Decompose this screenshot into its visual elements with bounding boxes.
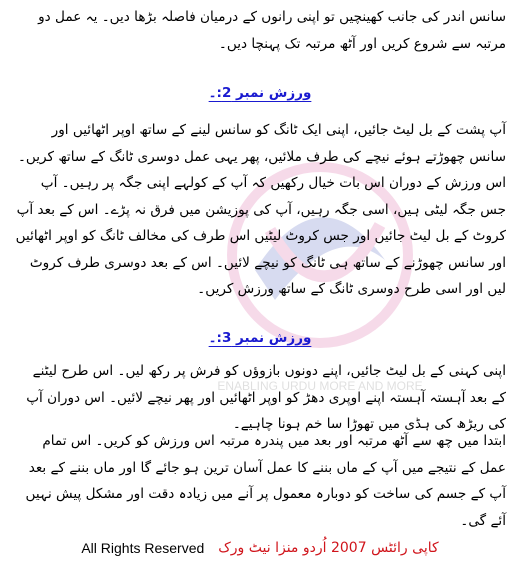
copyright-footer [0,540,520,556]
exercise-2-heading: ورزش نمبر 2:۔ [208,85,312,101]
exercise-3-followup: ابتدا میں چھ سے آٹھ مرتبہ اور بعد میں پندرہ مرتبہ اس ورزش کو کریں۔ اس تمام عمل کے نتیجے میں آپ کے ماں بننے کا عمل آسان ترین ہو جائے گا اور ماں بننے کے بعد آپ کے جسم کی ساخت کو دوبارہ معمول پر آنے میں زیادہ دقت اور مشکل پیش نہیں آئے گی۔ [25,433,506,529]
paragraph-intro: سانس اندر کی جانب کھینچیں تو اپنی رانوں کے درمیان فاصلہ بڑھا دیں۔ یہ عمل دو مرتبہ سے شروع کریں اور آٹھ مرتبہ تک پہنچا دیں۔ [38,9,506,52]
exercise-3-heading: ورزش نمبر 3:۔ [208,330,312,346]
copyright-notice: کاپی رائٹس 2007 اُردو منزا نیٹ ورک [218,540,439,556]
watermark-tagline: ENABLING URDU MORE AND MORE [217,379,423,393]
exercise-3-body: اپنی کہنی کے بل لیٹ جائیں، اپنے دونوں بازوؤں کو فرش پر رکھ لیں۔ اس طرح لیٹنے کے بعد آہستہ آہستہ اپنے اوپری دھڑ کو اوپر اٹھائیں اور پھر نیچے لائیں۔ اس دوران آپ کی ریڑھ کی ہڈی میں تھوڑا سا خم ہونا چاہیے۔ [26,363,506,432]
exercise-2-body: آپ پشت کے بل لیٹ جائیں، اپنی ایک ٹانگ کو سانس لینے کے ساتھ اوپر اٹھائیں اور سانس چھوڑتے ہوئے نیچے کی طرف ملائیں، پھر یہی عمل دوسری ٹانگ کے ساتھ کریں۔ اس ورزش کے دوران اس بات خیال رکھیں کہ آپ کے کولہے اپنی جگہ پر رہیں۔ آپ جس جگہ لیٹی ہیں، اسی جگہ رہیں، آپ کی پوزیشن میں فرق نہ پڑے۔ اس کے بعد آپ کروٹ کے بل لیٹ جائیں اور جس کروٹ لیٹیں اس طرف کی مخالف ٹانگ کو اوپر اٹھائیں اور سانس چھوڑنے کے ساتھ ہی ٹانگ کو نیچے لائیں۔ اس کے بعد دوسری طرف کروٹ لیں اور اسی طرح دوسری ٹانگ کے ساتھ ورزش کریں۔ [15,122,506,297]
all-rights-reserved: All Rights Reserved [81,540,205,556]
